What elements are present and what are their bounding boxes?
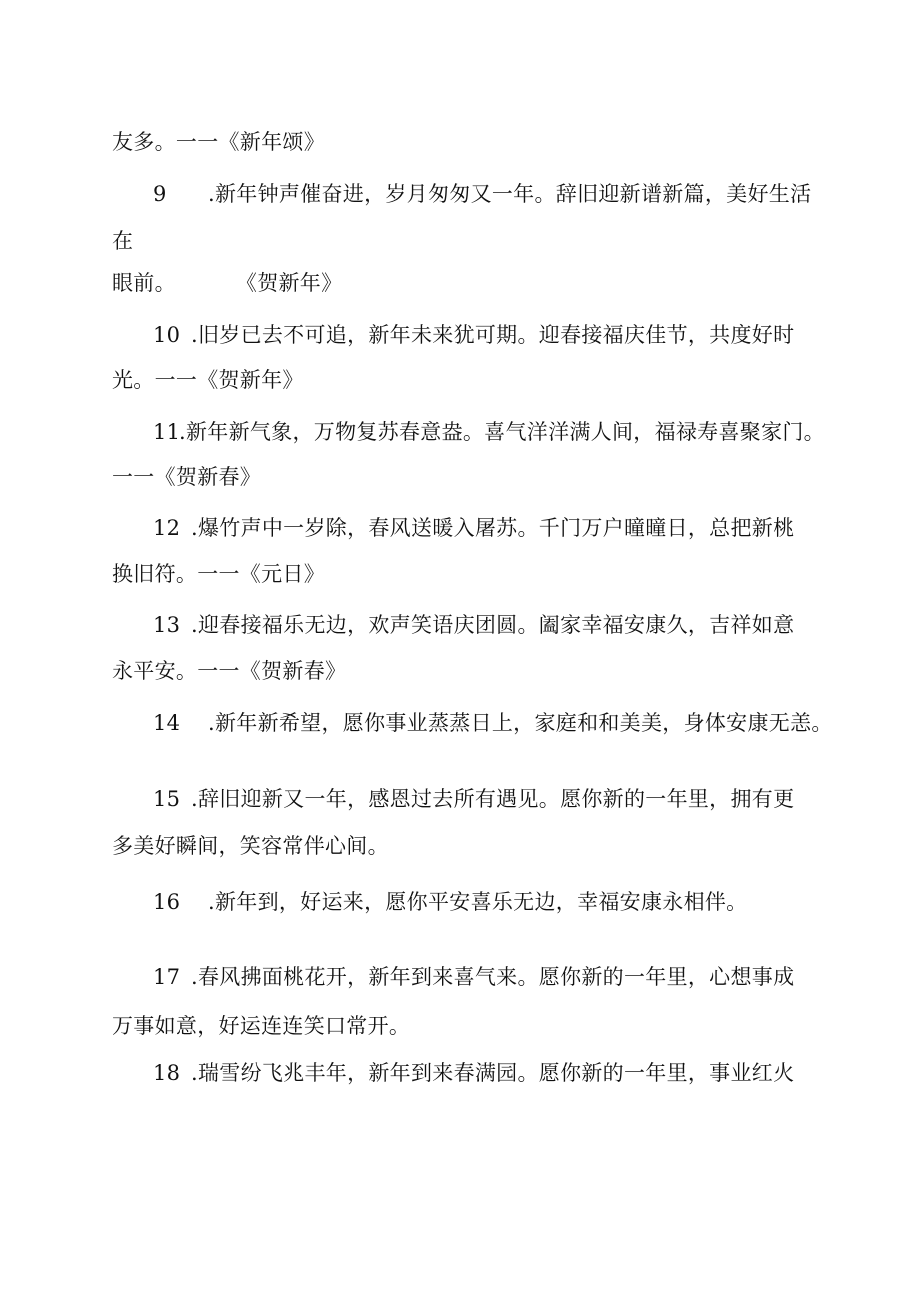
- line-text: 万事如意，好运连连笑口常开。: [112, 1014, 411, 1038]
- item-text: .旧岁已去不可追，新年未来犹可期。迎春接福庆佳节，共度好时: [191, 323, 795, 347]
- item-number: 9: [153, 182, 167, 206]
- item-number: 13: [153, 613, 181, 637]
- list-item: [153, 513, 794, 543]
- item-text: .爆竹声中一岁除，春风送暖入屠苏。千门万户曈曈日，总把新桃: [191, 516, 795, 540]
- list-item: [153, 708, 833, 738]
- item-number: 11: [153, 420, 181, 444]
- line-text: 换旧符。一一《元日》: [112, 562, 325, 586]
- list-item: [153, 1058, 794, 1088]
- item-number: 17: [153, 965, 181, 989]
- line-text: 光。一一《贺新年》: [112, 368, 304, 392]
- poem-source: 《贺新年》: [235, 271, 343, 295]
- line-text: 多美好瞬间，笑容常伴心间。: [112, 834, 389, 858]
- text-line: [112, 268, 342, 298]
- line-text: 一一《贺新春》: [112, 465, 262, 489]
- list-item: [153, 320, 794, 350]
- item-number: 15: [153, 787, 181, 811]
- list-item: [153, 962, 794, 992]
- item-text: .新年到，好运来，愿你平安喜乐无边，幸福安康永相伴。: [208, 890, 748, 914]
- item-text: .瑞雪纷飞兆丰年，新年到来春满园。愿你新的一年里，事业红火: [191, 1061, 795, 1085]
- text-line: [112, 1011, 410, 1041]
- list-item: [153, 179, 811, 209]
- line-text: 友多。一一《新年颂》: [112, 130, 325, 154]
- text-line: [112, 831, 389, 861]
- item-text: .新年新希望，愿你事业蒸蒸日上，家庭和和美美，身体安康无恙。: [208, 711, 833, 735]
- text-line: [112, 462, 261, 492]
- item-number: 18: [153, 1061, 181, 1085]
- item-number: 10: [153, 323, 181, 347]
- text-line: [112, 127, 325, 157]
- text-line: [112, 656, 346, 686]
- list-item: [153, 784, 794, 814]
- text-line: [112, 559, 325, 589]
- item-text: .新年钟声催奋进，岁月匆匆又一年。辞旧迎新谱新篇，美好生活: [208, 182, 812, 206]
- line-text: 眼前。: [112, 271, 176, 295]
- text-line: [112, 365, 304, 395]
- list-item: [153, 610, 794, 640]
- item-text: .新年新气象，万物复苏春意盎。喜气洋洋满人间，福禄寿喜聚家门。: [179, 420, 825, 444]
- item-text: .迎春接福乐无边，欢声笑语庆团圆。阖家幸福安康久，吉祥如意: [191, 613, 795, 637]
- line-text: 永平安。一一《贺新春》: [112, 659, 347, 683]
- line-text: 在: [112, 229, 134, 253]
- item-text: .辞旧迎新又一年，感恩过去所有遇见。愿你新的一年里，拥有更: [191, 787, 795, 811]
- item-number: 16: [153, 890, 181, 914]
- item-number: 14: [153, 711, 181, 735]
- item-text: .春风拂面桃花开，新年到来喜气来。愿你新的一年里，心想事成: [191, 965, 795, 989]
- list-item: [153, 417, 825, 447]
- list-item: [153, 887, 747, 917]
- text-line: [112, 226, 133, 256]
- item-number: 12: [153, 516, 181, 540]
